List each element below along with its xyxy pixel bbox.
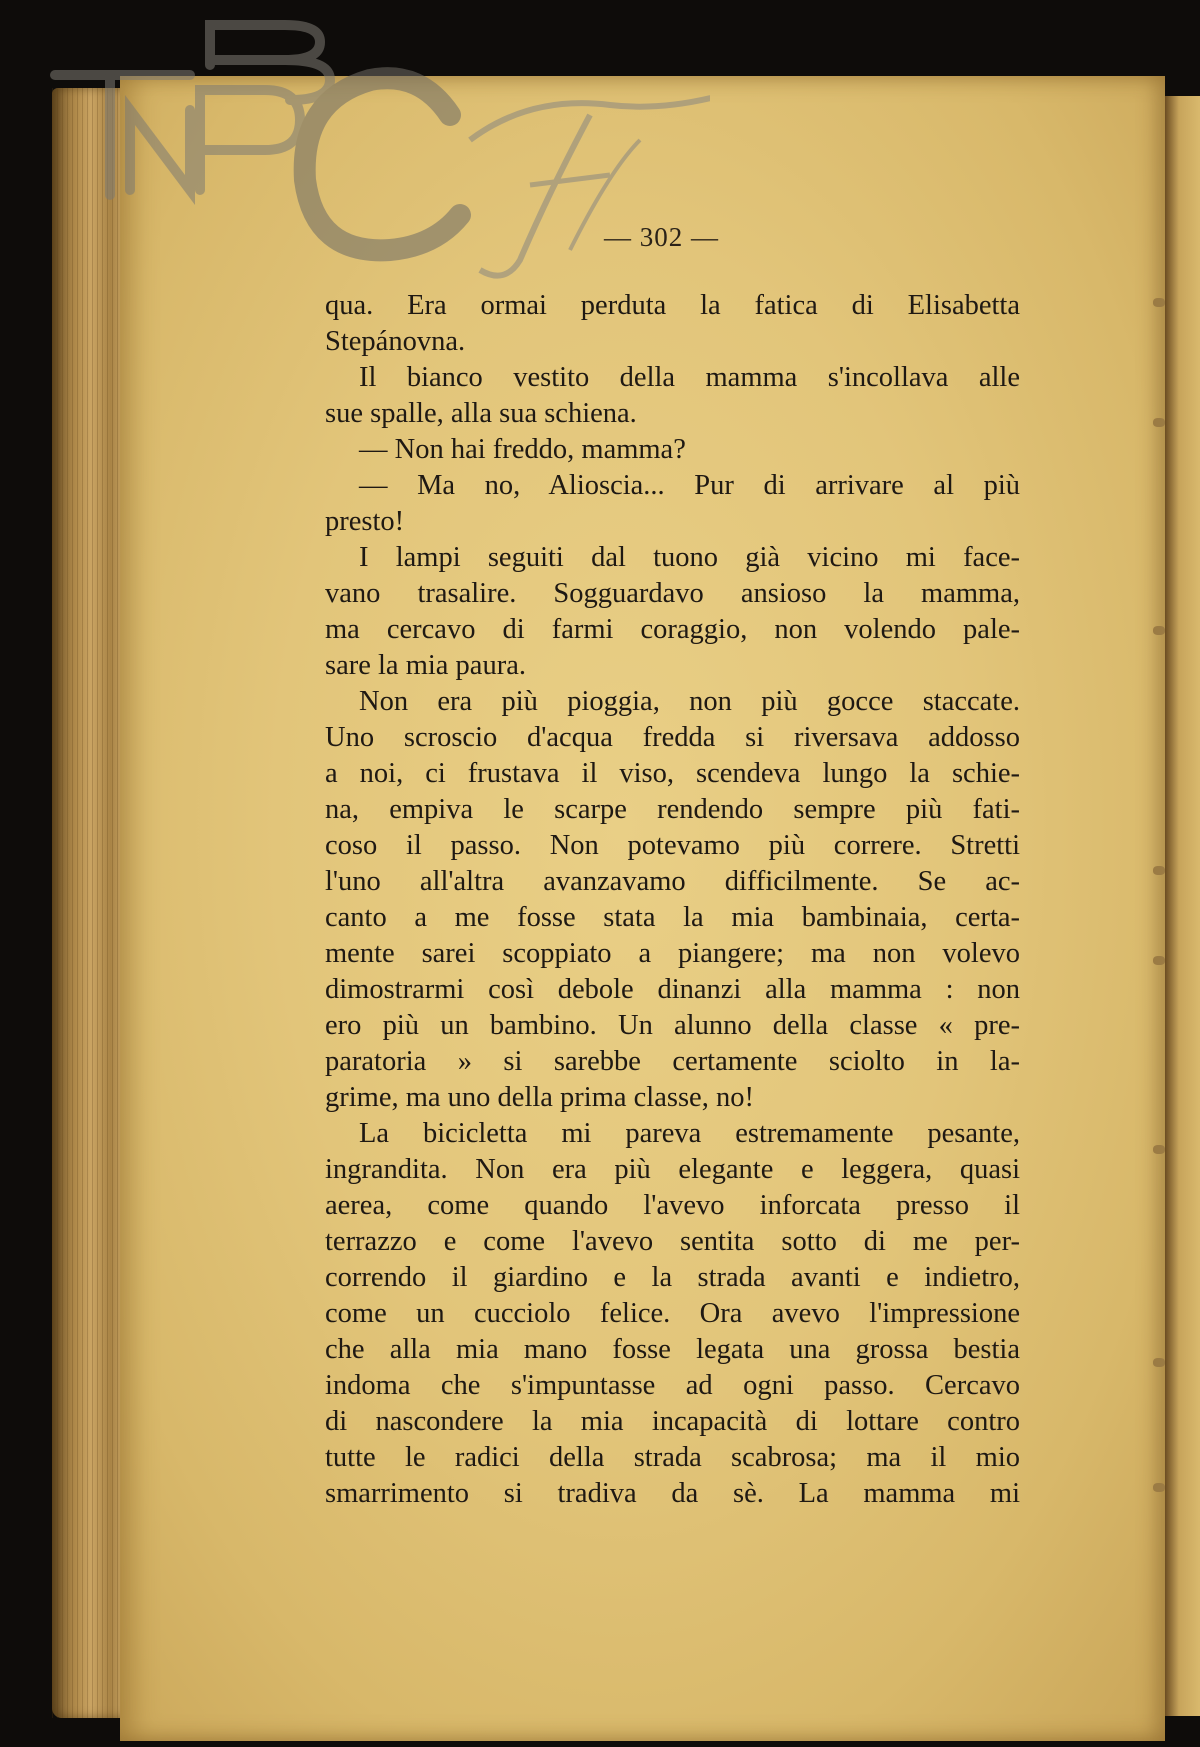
- text-line: sare la mia paura.: [325, 650, 526, 681]
- text-line: smarrimento si tradiva da sè. La mamma mi: [325, 1478, 1020, 1509]
- text-line: di nascondere la mia incapacità di lottare contro: [325, 1406, 1020, 1437]
- text-line: aerea, come quando l'avevo inforcata presso il: [325, 1190, 1020, 1221]
- text-line: ingrandita. Non era più elegante e leggera, quasi: [325, 1154, 1020, 1185]
- text-line: sue spalle, alla sua schiena.: [325, 398, 637, 429]
- text-line: canto a me fosse stata la mia bambinaia, certa-: [325, 902, 1020, 933]
- text-line: Non era più pioggia, non più gocce staccate.: [359, 686, 1020, 717]
- text-line: l'uno all'altra avanzavamo difficilmente. Se ac-: [325, 866, 1020, 897]
- text-line: indoma che s'impuntasse ad ogni passo. Cercavo: [325, 1370, 1020, 1401]
- text-line: I lampi seguiti dal tuono già vicino mi face-: [359, 542, 1020, 573]
- text-line: correndo il giardino e la strada avanti e indietro,: [325, 1262, 1020, 1293]
- text-line: che alla mia mano fosse legata una grossa bestia: [325, 1334, 1020, 1365]
- text-line: paratoria » si sarebbe certamente sciolto in la-: [325, 1046, 1020, 1077]
- text-line: vano trasalire. Sogguardavo ansioso la mamma,: [325, 578, 1020, 609]
- text-line: La bicicletta mi pareva estremamente pesante,: [359, 1118, 1020, 1149]
- text-line: dimostrarmi così debole dinanzi alla mamma : non: [325, 974, 1020, 1005]
- text-line: — Ma no, Alioscia... Pur di arrivare al più: [359, 470, 1020, 501]
- text-line: mente sarei scoppiato a piangere; ma non volevo: [325, 938, 1020, 969]
- text-line: qua. Era ormai perduta la fatica di Elisabetta: [325, 290, 1020, 321]
- text-line: a noi, ci frustava il viso, scendeva lungo la schie-: [325, 758, 1020, 789]
- page-number: — 302 —: [604, 222, 719, 252]
- text-line: — Non hai freddo, mamma?: [359, 434, 686, 465]
- text-line: come un cucciolo felice. Ora avevo l'impressione: [325, 1298, 1020, 1329]
- binding-threads: [1153, 0, 1167, 1747]
- text-line: Uno scroscio d'acqua fredda si riversava addosso: [325, 722, 1020, 753]
- text-line: ero più un bambino. Un alunno della classe « pre-: [325, 1010, 1020, 1041]
- facing-page-edge: [1165, 96, 1200, 1716]
- text-line: presto!: [325, 506, 405, 537]
- page-body-text: [325, 288, 1020, 1512]
- text-line: na, empiva le scarpe rendendo sempre più fati-: [325, 794, 1020, 825]
- text-line: coso il passo. Non potevamo più correre. Stretti: [325, 830, 1020, 861]
- text-line: Il bianco vestito della mamma s'incollava alle: [359, 362, 1020, 393]
- text-line: tutte le radici della strada scabrosa; ma il mio: [325, 1442, 1020, 1473]
- text-line: Stepánovna.: [325, 326, 466, 357]
- text-line: grime, ma uno della prima classe, no!: [325, 1082, 754, 1113]
- text-line: ma cercavo di farmi coraggio, non volendo pale-: [325, 614, 1020, 645]
- text-line: terrazzo e come l'avevo sentita sotto di me per-: [325, 1226, 1020, 1257]
